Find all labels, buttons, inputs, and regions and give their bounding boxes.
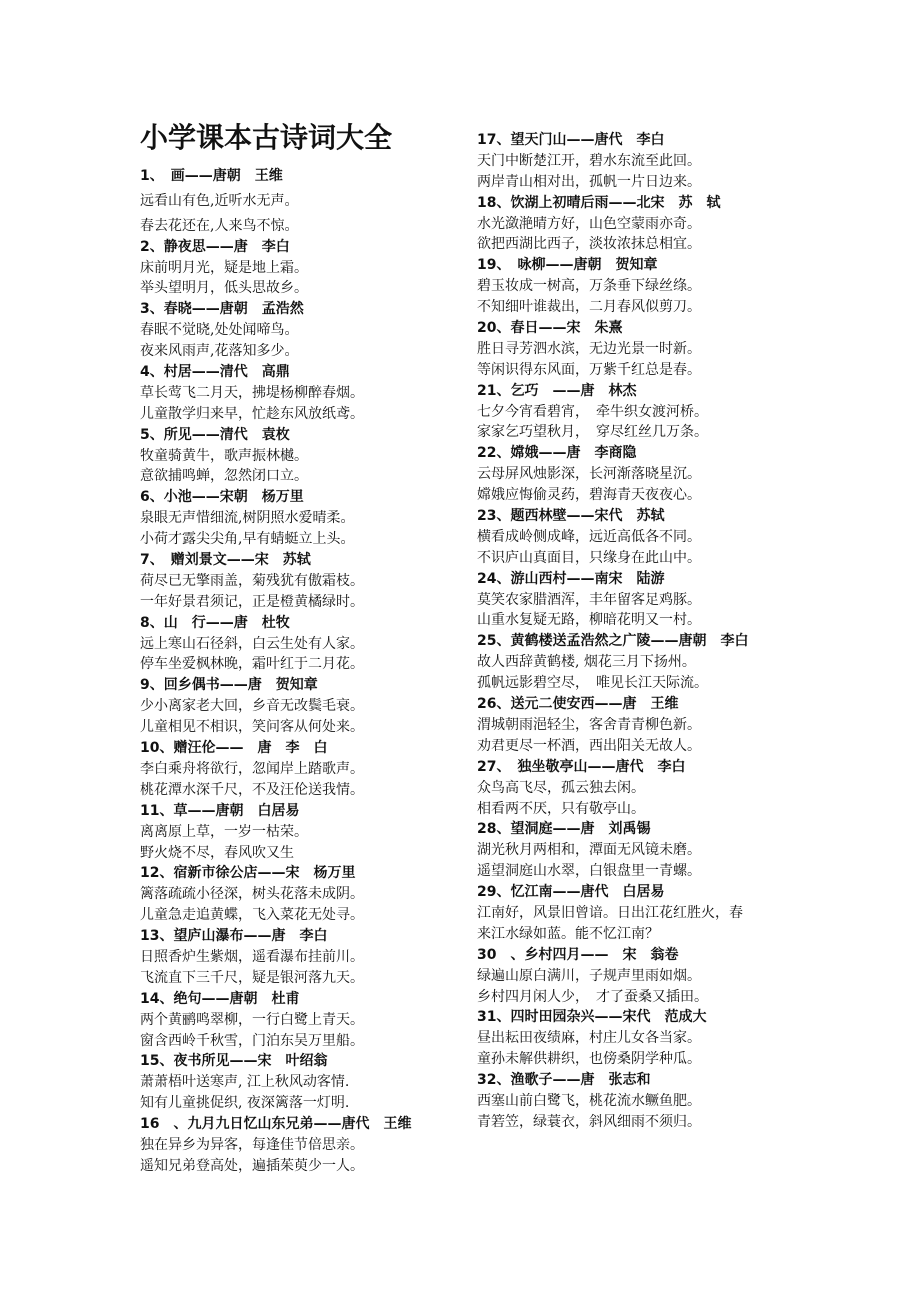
poem-title: 31、四时田园杂兴——宋代 范成大 [477,1009,707,1026]
poem-title: 23、题西林壁——宋代 苏轼 [477,508,665,525]
poem-line: 床前明月光，疑是地上霜。 [140,259,308,276]
poem-block [477,1007,802,1070]
poem-line: 野火烧不尽，春风吹又生 [140,844,294,861]
poem-line: 西塞山前白鹭飞，桃花流水鳜鱼肥。 [477,1092,701,1109]
poem-block [140,926,470,989]
poem-line: 窗含西岭千秋雪，门泊东吴万里船。 [140,1032,364,1049]
poem-line: 遥知兄弟登高处，遍插茱萸少一人。 [140,1157,364,1174]
poem-line: 云母屏风烛影深，长河渐落晓星沉。 [477,466,701,483]
poem-line: 远看山有色,近听水无声。 [140,192,299,209]
poem-line: 远上寒山石径斜，白云生处有人家。 [140,635,364,652]
poem-line: 青箬笠，绿蓑衣，斜风细雨不须归。 [477,1113,701,1130]
poem-block [140,487,470,550]
poem-block [140,675,470,738]
poem-block [477,757,802,820]
poem-block [140,1051,470,1114]
poem-line: 碧玉妆成一树高，万条垂下绿丝绦。 [477,278,701,295]
poem-block [140,863,470,926]
poem-title: 15、夜书所见——宋 叶绍翁 [140,1053,328,1070]
poem-title: 25、黄鹤楼送孟浩然之广陵——唐朝 李白 [477,633,749,650]
poem-title: 32、渔歌子——唐 张志和 [477,1072,651,1089]
right-column [477,130,802,1133]
poem-title: 28、望洞庭——唐 刘禹锡 [477,821,651,838]
poem-line: 春眠不觉晓,处处闻啼鸟。 [140,322,299,339]
poem-title: 12、宿新市徐公店——宋 杨万里 [140,865,356,882]
left-column [140,166,470,1177]
poem-block [477,255,802,318]
poem-title: 18、饮湖上初晴后雨——北宋 苏 轼 [477,194,721,211]
poem-line: 儿童散学归来早，忙趁东风放纸鸢。 [140,405,364,422]
poem-line: 莫笑农家腊酒浑，丰年留客足鸡豚。 [477,591,701,608]
poem-block [140,738,470,801]
poem-block [140,237,470,300]
poem-line: 水光潋滟晴方好，山色空蒙雨亦奇。 [477,215,701,232]
poem-line: 萧萧梧叶送寒声, 江上秋风动客情. [140,1074,350,1091]
poem-line: 两岸青山相对出，孤帆一片日边来。 [477,173,701,190]
poem-block [140,362,470,425]
poem-block [477,506,802,569]
poem-line: 春去花还在,人来鸟不惊。 [140,217,299,234]
poem-block [140,299,470,362]
poem-line: 山重水复疑无路，柳暗花明又一村。 [477,612,701,629]
poem-line: 离离原上草，一岁一枯荣。 [140,823,308,840]
poem-title: 10、赠汪伦—— 唐 李 白 [140,740,328,757]
poem-line: 横看成岭侧成峰，远近高低各不同。 [477,528,701,545]
poem-line: 江南好，风景旧曾谙。日出江花红胜火，春 [477,904,743,921]
poem-block [140,166,470,237]
poem-line: 李白乘舟将欲行，忽闻岸上踏歌声。 [140,760,364,777]
poem-block [477,130,802,193]
poem-block [140,613,470,676]
poem-line: 两个黄鹂鸣翠柳，一行白鹭上青天。 [140,1011,364,1028]
poem-line: 童孙未解供耕织，也傍桑阴学种瓜。 [477,1051,701,1068]
poem-line: 桃花潭水深千尺，不及汪伦送我情。 [140,781,364,798]
poem-title: 16 、九月九日忆山东兄弟——唐代 王维 [140,1116,412,1133]
poem-line: 渭城朝雨浥轻尘，客舍青青柳色新。 [477,716,701,733]
poem-line: 独在异乡为异客，每逢佳节倍思亲。 [140,1136,364,1153]
poem-line: 一年好景君须记，正是橙黄橘绿时。 [140,593,364,610]
poem-line: 相看两不厌，只有敬亭山。 [477,800,645,817]
poem-title: 7、 赠刘景文——宋 苏轼 [140,552,311,569]
poem-line: 牧童骑黄牛，歌声振林樾。 [140,447,308,464]
poem-line: 意欲捕鸣蝉，忽然闭口立。 [140,468,308,485]
poem-title: 26、送元二使安西——唐 王维 [477,696,679,713]
poem-line: 故人西辞黄鹤楼, 烟花三月下扬州。 [477,654,696,671]
poem-line: 停车坐爱枫林晚，霜叶红于二月花。 [140,656,364,673]
poem-line: 儿童急走追黄蝶，飞入菜花无处寻。 [140,907,364,924]
poem-block [477,631,802,694]
poem-block [477,443,802,506]
poem-line: 知有儿童挑促织, 夜深篱落一灯明. [140,1095,350,1112]
poem-block [477,882,802,945]
poem-block [140,425,470,488]
poem-title: 2、静夜思——唐 李白 [140,238,290,255]
poem-block [477,381,802,444]
poem-title: 11、草——唐朝 白居易 [140,802,300,819]
poem-block [140,1114,470,1177]
poem-line: 来江水绿如蓝。能不忆江南？ [477,925,659,942]
poem-line: 七夕今宵看碧宵， 牵牛织女渡河桥。 [477,403,708,420]
poem-line: 劝君更尽一杯酒，西出阳关无故人。 [477,737,701,754]
poem-title: 27、 独坐敬亭山——唐代 李白 [477,758,686,775]
poem-line: 飞流直下三千尺，疑是银河落九天。 [140,969,364,986]
poem-title: 17、望天门山——唐代 李白 [477,132,665,148]
poem-line: 众鸟高飞尽，孤云独去闲。 [477,779,645,796]
poem-line: 湖光秋月两相和，潭面无风镜未磨。 [477,842,701,859]
poem-line: 日照香炉生紫烟，遥看瀑布挂前川。 [140,948,364,965]
poem-line: 欲把西湖比西子，淡妆浓抹总相宜。 [477,236,701,253]
poem-block [477,318,802,381]
poem-line: 泉眼无声惜细流,树阴照水爱晴柔。 [140,510,355,527]
poem-line: 乡村四月闲人少， 才了蚕桑又插田。 [477,988,708,1005]
document-title: 小学课本古诗词大全 [140,121,393,154]
poem-line: 草长莺飞二月天，拂堤杨柳醉春烟。 [140,384,364,401]
poem-line: 小荷才露尖尖角,早有蜻蜓立上头。 [140,531,355,548]
poem-title: 14、绝句——唐朝 杜甫 [140,990,300,1007]
poem-title: 30 、乡村四月—— 宋 翁卷 [477,946,679,963]
poem-block [477,193,802,256]
poem-line: 家家乞巧望秋月， 穿尽红丝几万条。 [477,424,708,441]
poem-line: 举头望明月，低头思故乡。 [140,280,308,297]
poem-title: 22、嫦娥——唐 李商隐 [477,445,637,462]
poem-line: 天门中断楚江开，碧水东流至此回。 [477,152,701,169]
poem-title: 9、回乡偶书——唐 贺知章 [140,677,318,694]
poem-title: 4、村居——清代 高鼎 [140,364,290,381]
poem-title: 5、所见——清代 袁枚 [140,426,290,443]
poem-line: 孤帆远影碧空尽， 唯见长江天际流。 [477,675,708,692]
poem-block [140,550,470,613]
poem-line: 昼出耘田夜绩麻，村庄儿女各当家。 [477,1030,701,1047]
poem-title: 20、春日——宋 朱熹 [477,320,623,337]
poem-title: 19、 咏柳——唐朝 贺知章 [477,257,658,274]
poem-line: 胜日寻芳泗水滨，无边光景一时新。 [477,340,701,357]
poem-block [477,819,802,882]
poem-line: 嫦娥应悔偷灵药，碧海青天夜夜心。 [477,487,701,504]
poem-title: 21、乞巧 ——唐 林杰 [477,382,637,399]
poem-title: 8、山 行——唐 杜牧 [140,614,290,631]
poem-title: 29、忆江南——唐代 白居易 [477,884,665,901]
poem-line: 儿童相见不相识，笑问客从何处来。 [140,719,364,736]
poem-title: 13、望庐山瀑布——唐 李白 [140,928,328,945]
poem-line: 夜来风雨声,花落知多少。 [140,343,299,360]
poem-line: 篱落疏疏小径深，树头花落未成阴。 [140,886,364,903]
poem-line: 不识庐山真面目，只缘身在此山中。 [477,549,701,566]
poem-block [140,801,470,864]
poem-block [477,945,802,1008]
poem-title: 24、游山西村——南宋 陆游 [477,570,665,587]
poem-block [477,694,802,757]
poem-line: 遥望洞庭山水翠，白银盘里一青螺。 [477,863,701,880]
poem-block [477,1070,802,1133]
poem-block [477,569,802,632]
poem-line: 绿遍山原白满川，子规声里雨如烟。 [477,967,701,984]
poem-title: 6、小池——宋朝 杨万里 [140,489,304,506]
poem-block [140,989,470,1052]
poem-line: 不知细叶谁裁出，二月春风似剪刀。 [477,299,701,316]
poem-title: 3、春晓——唐朝 孟浩然 [140,301,304,318]
poem-line: 少小离家老大回，乡音无改鬓毛衰。 [140,698,364,715]
poem-line: 等闲识得东风面，万紫千红总是春。 [477,361,701,378]
poem-title: 1、 画——唐朝 王维 [140,168,283,184]
poem-line: 荷尽已无擎雨盖，菊残犹有傲霜枝。 [140,572,364,589]
